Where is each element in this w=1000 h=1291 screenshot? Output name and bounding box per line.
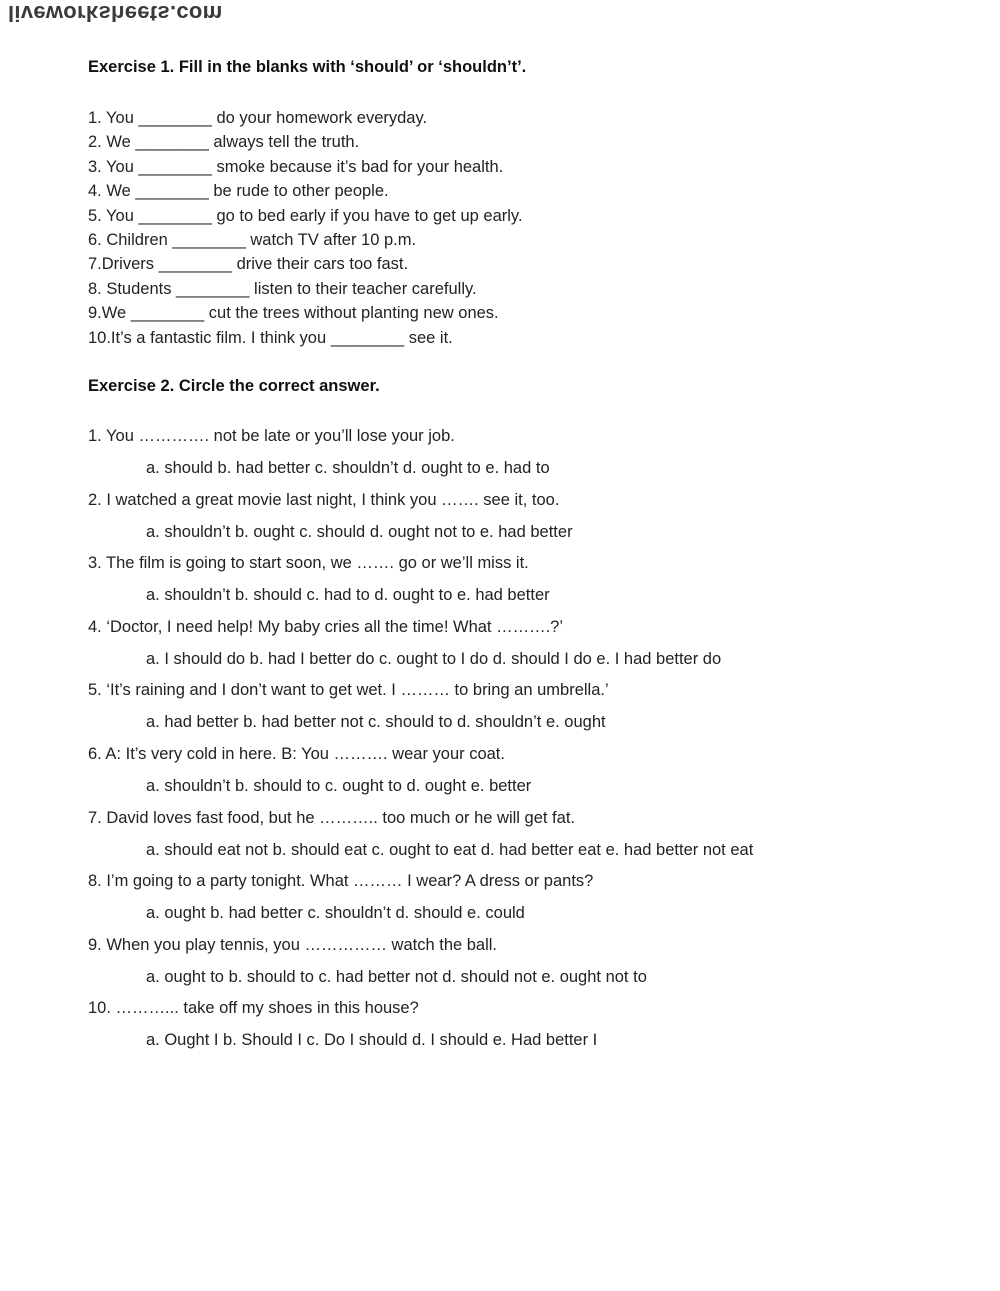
exercise2-options: a. should eat not b. should eat c. ought to eat d. had better eat e. had better not eat (146, 840, 754, 859)
exercise2-question: 8. I’m going to a party tonight. What ……… I wear? A dress or pants? (88, 872, 594, 891)
exercise1-item: 10.It’s a fantastic film. I think you ________ see it. (88, 328, 453, 347)
watermark-logo: liveworksheets.com (8, 1, 223, 26)
exercise2-options: a. shouldn’t b. should c. had to d. ought to e. had better (146, 586, 550, 605)
exercise1-item: 5. You ________ go to bed early if you have to get up early. (88, 206, 523, 225)
exercise2-item (88, 615, 753, 679)
exercise2-item (88, 869, 753, 933)
exercise1-item: 9.We ________ cut the trees without planting new ones. (88, 304, 499, 323)
exercise2-item (88, 678, 753, 742)
exercise1-item: 1. You ________ do your homework everyday. (88, 109, 428, 127)
exercise2-options: a. shouldn’t b. should to c. ought to d. ought e. better (146, 776, 532, 795)
exercise2-question: 5. ‘It’s raining and I don’t want to get wet. I ……… to bring an umbrella.’ (88, 681, 609, 700)
exercise1-title: Exercise 1. Fill in the blanks with ‘should’ or ‘shouldn’t’. (88, 58, 527, 76)
exercise2-item (88, 996, 753, 1060)
exercise1-item: 7.Drivers ________ drive their cars too fast. (88, 255, 409, 274)
exercise2-item (88, 551, 753, 615)
exercise1-item: 3. You ________ smoke because it’s bad for your health. (88, 157, 504, 176)
exercise2-item (88, 806, 753, 870)
exercise2-item (88, 742, 753, 806)
exercise1-item: 6. Children ________ watch TV after 10 p.m. (88, 231, 417, 250)
exercise2-question: 7. David loves fast food, but he ……….. too much or he will get fat. (88, 808, 575, 827)
exercise2-question: 4. ‘Doctor, I need help! My baby cries all the time! What ……….?’ (88, 617, 564, 636)
exercise2-title: Exercise 2. Circle the correct answer. (88, 377, 380, 395)
exercise2-item (88, 933, 753, 997)
exercise2-question: 10. ………... take off my shoes in this house? (88, 999, 419, 1018)
exercise2-item (88, 424, 753, 488)
exercise2-question: 1. You …………. not be late or you’ll lose your job. (88, 427, 455, 445)
exercise2-options: a. ought b. had better c. shouldn’t d. should e. could (146, 904, 525, 923)
exercise2-options: a. Ought I b. Should I c. Do I should d. I should e. Had better I (146, 1031, 598, 1050)
exercise2-item (88, 488, 753, 552)
exercise1-item: 8. Students ________ listen to their teacher carefully. (88, 279, 477, 298)
exercise2-options: a. I should do b. had I better do c. ought to I do d. should I do e. I had better do (146, 649, 722, 668)
exercise2-question: 2. I watched a great movie last night, I think you ……. see it, too. (88, 490, 560, 509)
exercise2-options: a. shouldn’t b. ought c. should d. ought not to e. had better (146, 522, 573, 541)
exercise2-options: a. had better b. had better not c. should to d. shouldn’t e. ought (146, 713, 606, 732)
exercise2-options: a. ought to b. should to c. had better not d. should not e. ought not to (146, 967, 647, 986)
exercise1-item: 4. We ________ be rude to other people. (88, 182, 389, 201)
exercise2-question: 3. The film is going to start soon, we ……. go or we’ll miss it. (88, 554, 529, 573)
exercise1-item: 2. We ________ always tell the truth. (88, 133, 360, 152)
exercise2-question: 9. When you play tennis, you …………… watch the ball. (88, 935, 498, 954)
exercise2-options: a. should b. had better c. shouldn’t d. ought to e. had to (146, 459, 550, 477)
exercise1-list (88, 106, 523, 350)
exercise2-question: 6. A: It’s very cold in here. B: You ………. wear your coat. (88, 744, 505, 763)
exercise2-list (88, 424, 753, 1060)
